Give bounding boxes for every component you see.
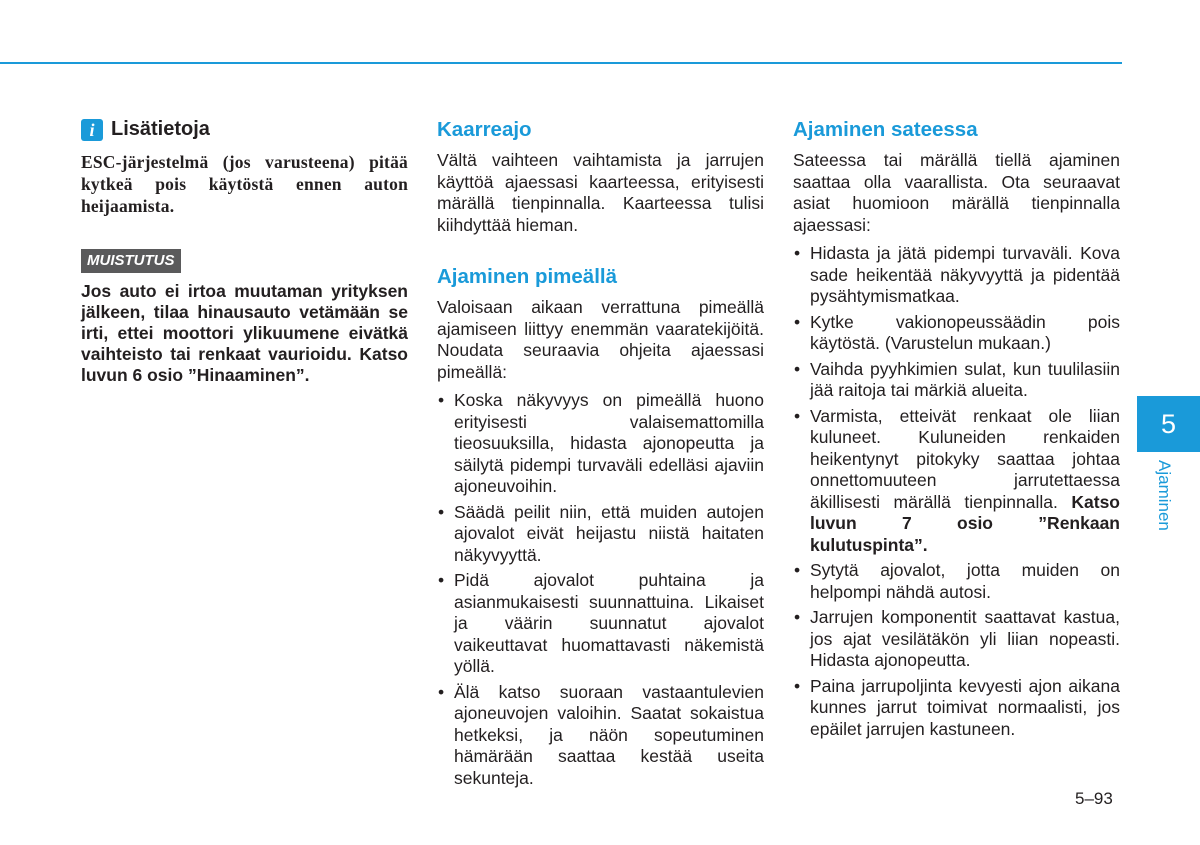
bullet-icon: • (794, 358, 801, 379)
pimealla-intro: Valoisaan aikaan verrattuna pimeällä ajamiseen liittyy enemmän vaaratekijöitä. Noudata seuraavia ohjeita ajaessasi pimeällä: (437, 297, 764, 382)
bullet-icon: • (438, 390, 445, 410)
heading-pimealla: Ajaminen pimeällä (437, 265, 618, 288)
bullet-icon: • (794, 607, 801, 627)
cross-reference: Katso luvun 7 osio ”Renkaan kulutuspinta”. (810, 491, 1120, 555)
info-header (81, 118, 408, 141)
column-middle (437, 118, 764, 793)
sateessa-list (793, 243, 1120, 740)
bullet-icon: • (438, 501, 445, 522)
list-item: • Varmista, etteivät renkaat ole liian kuluneet. Kuluneiden renkaiden heikentynyt pitokyky saattaa johtaa onnettomuuteen jarrutettaessa äkillisesti märällä tienpinnalla. Katso luvun 7 osio ”Renkaan kulutuspinta”. (794, 405, 1120, 555)
column-right (793, 118, 1120, 744)
kaarreajo-body: Vältä vaihteen vaihtamista ja jarrujen käyttöä ajaessasi kaarteessa, erityisesti märällä tienpinnalla. Kaarteessa tulisi kiihdyttää hieman. (437, 150, 764, 235)
heading-kaarreajo: Kaarreajo (437, 118, 532, 141)
heading-sateessa: Ajaminen sateessa (793, 118, 978, 141)
list-item: • Vaihda pyyhkimien sulat, kun tuulilasiin jää raitoja tai märkiä alueita. (794, 358, 1120, 400)
column-left (81, 118, 408, 386)
chapter-tab: 5 (1137, 396, 1200, 452)
notice-badge: MUISTUTUS (81, 249, 181, 273)
bullet-icon: • (794, 560, 801, 580)
bullet-icon: • (794, 405, 801, 426)
chapter-label: Ajaminen (1155, 460, 1174, 531)
bullet-icon: • (794, 243, 801, 263)
list-item: • Paina jarrupoljinta kevyesti ajon aikana kunnes jarrut toimivat normaalisti, jos epäilet jarrujen kastuneen. (794, 675, 1120, 739)
notice-body: Jos auto ei irtoa muutaman yrityksen jälkeen, tilaa hinausauto vetämään se irti, ettei moottori ylikuumene eivätkä vaihteisto tai renkaat vaurioidu. Katso luvun 6 osio ”Hinaaminen”. (81, 281, 408, 385)
info-icon: i (81, 119, 103, 141)
list-item: • Pidä ajovalot puhtaina ja asianmukaisesti suunnattuina. Likaiset ja väärin suunnatut ajovalot vaikeuttavat huomattavasti näkemistä yöllä. (438, 570, 764, 676)
info-body: ESC-järjestelmä (jos varusteena) pitää kytkeä pois käytöstä ennen auton heijaamista. (81, 152, 408, 216)
list-item: • Säädä peilit niin, että muiden autojen ajovalot eivät heijastu niistä haitaten näkyvyyttä. (438, 501, 764, 565)
list-item: • Jarrujen komponentit saattavat kastua, jos ajat vesilätäkön yli liian nopeasti. Hidasta ajonopeutta. (794, 607, 1120, 670)
info-title: Lisätietoja (111, 118, 210, 140)
list-item: • Hidasta ja jätä pidempi turvaväli. Kova sade heikentää näkyvyyttä ja pidentää pysähtymismatkaa. (794, 243, 1120, 306)
top-divider (0, 62, 1122, 64)
bullet-icon: • (438, 570, 445, 590)
sateessa-intro: Sateessa tai märällä tiellä ajaminen saattaa olla vaarallista. Ota seuraavat asiat huomioon märällä tienpinnalla ajaessasi: (793, 150, 1120, 235)
list-item: • Sytytä ajovalot, jotta muiden on helpompi nähdä autosi. (794, 560, 1120, 602)
list-item: • Kytke vakionopeussäädin pois käytöstä. (Varustelun mukaan.) (794, 311, 1120, 353)
page-number: 5–93 (1075, 789, 1113, 808)
list-item: • Älä katso suoraan vastaantulevien ajoneuvojen valoihin. Saatat sokaistua hetkeksi, ja näön sopeutuminen hämärään saattaa kestää useita sekunteja. (438, 681, 764, 788)
pimealla-list (437, 390, 764, 789)
list-item: • Koska näkyvyys on pimeällä huono erityisesti valaisemattomilla tieosuuksilla, hidasta ajonopeutta ja säilytä pidempi turvaväli edelläsi ajaviin ajoneuvoihin. (438, 390, 764, 496)
bullet-icon: • (794, 311, 801, 332)
bullet-icon: • (794, 675, 801, 696)
bullet-icon: • (438, 681, 445, 702)
